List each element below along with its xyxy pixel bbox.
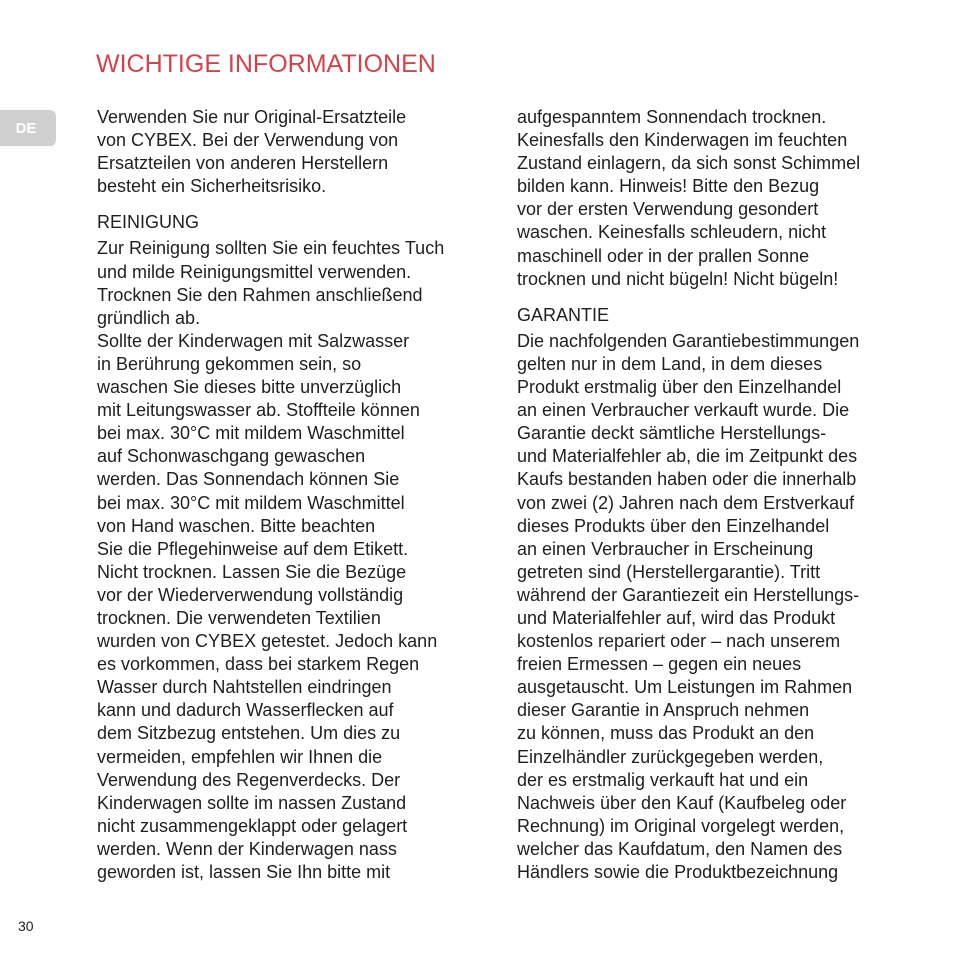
text-line: kostenlos repariert oder – nach unserem xyxy=(517,631,841,652)
text-line: zu können, muss das Produkt an den xyxy=(517,723,815,744)
intro-paragraph xyxy=(97,106,487,198)
text-line: bei max. 30°C mit mildem Waschmittel xyxy=(97,492,405,513)
left-column xyxy=(97,106,487,884)
text-line: Sollte der Kinderwagen mit Salzwasser xyxy=(97,330,410,351)
text-line: und Materialfehler auf, wird das Produkt xyxy=(517,607,836,628)
text-line: und milde Reinigungsmittel verwenden. xyxy=(97,261,412,282)
text-line: von zwei (2) Jahren nach dem Erstverkauf xyxy=(517,492,855,513)
text-line: vor der Wiederverwendung vollständig xyxy=(97,584,404,605)
text-line: gründlich ab. xyxy=(97,307,201,328)
text-line: Zustand einlagern, da sich sonst Schimmel xyxy=(517,153,861,174)
text-line: Verwenden Sie nur Original-Ersatzteile xyxy=(97,107,407,127)
text-line: nicht zusammengeklappt oder gelagert xyxy=(97,815,408,836)
text-line: Kaufs bestanden haben oder die innerhalb xyxy=(517,469,857,490)
text-line: es vorkommen, dass bei starkem Regen xyxy=(97,654,420,675)
text-line: Rechnung) im Original vorgelegt werden, xyxy=(517,815,845,836)
text-line: an einen Verbraucher verkauft wurde. Die xyxy=(517,400,850,421)
language-tab: DE xyxy=(0,110,56,146)
text-line: Trocknen Sie den Rahmen anschließend xyxy=(97,284,423,305)
right-column xyxy=(517,106,907,884)
text-line: mit Leitungswasser ab. Stoffteile können xyxy=(97,400,420,421)
text-line: kann und dadurch Wasserflecken auf xyxy=(97,700,394,721)
text-line: besteht ein Sicherheitsrisiko. xyxy=(97,176,327,197)
text-line: freien Ermessen – gegen ein neues xyxy=(517,654,802,675)
page-number: 30 xyxy=(18,918,34,934)
text-line: Händlers sowie die Produktbezeichnung xyxy=(517,862,839,882)
text-line: welcher das Kaufdatum, den Namen des xyxy=(517,838,843,859)
cleaning-paragraph xyxy=(97,237,487,884)
text-line: während der Garantiezeit ein Herstellungs- xyxy=(517,584,860,605)
text-line: in Berührung gekommen sein, so xyxy=(97,353,362,374)
cleaning-heading: REINIGUNG xyxy=(97,212,200,233)
text-line: dieser Garantie in Anspruch nehmen xyxy=(517,700,810,721)
text-line: bei max. 30°C mit mildem Waschmittel xyxy=(97,423,405,444)
text-line: auf Schonwaschgang gewaschen xyxy=(97,446,366,467)
text-line: von Hand waschen. Bitte beachten xyxy=(97,515,376,536)
text-line: getreten sind (Herstellergarantie). Tritt xyxy=(517,561,821,582)
text-line: Keinesfalls den Kinderwagen im feuchten xyxy=(517,130,848,151)
text-line: von CYBEX. Bei der Verwendung von xyxy=(97,130,399,151)
text-line: gelten nur in dem Land, in dem dieses xyxy=(517,353,823,374)
cleaning-continued-paragraph xyxy=(517,106,907,291)
text-line: Die nachfolgenden Garantiebestimmungen xyxy=(517,330,860,351)
text-line: maschinell oder in der prallen Sonne xyxy=(517,245,810,266)
text-line: Sie die Pflegehinweise auf dem Etikett. xyxy=(97,538,409,559)
text-line: aufgespanntem Sonnendach trocknen. xyxy=(517,107,827,127)
text-line: waschen. Keinesfalls schleudern, nicht xyxy=(517,222,827,243)
warranty-heading: GARANTIE xyxy=(517,304,610,325)
text-line: vor der ersten Verwendung gesondert xyxy=(517,199,819,220)
text-line: Wasser durch Nahtstellen eindringen xyxy=(97,677,392,698)
page-title: WICHTIGE INFORMATIONEN xyxy=(96,50,436,78)
text-line: werden. Wenn der Kinderwagen nass xyxy=(97,838,397,859)
text-line: Einzelhändler zurückgegeben werden, xyxy=(517,746,824,767)
text-line: geworden ist, lassen Sie Ihn bitte mit xyxy=(97,862,391,882)
text-line: Verwendung des Regenverdecks. Der xyxy=(97,769,401,790)
text-line: trocknen und nicht bügeln! Nicht bügeln! xyxy=(517,268,839,289)
text-line: waschen Sie dieses bitte unverzüglich xyxy=(97,377,402,398)
text-line: Produkt erstmalig über den Einzelhandel xyxy=(517,377,842,398)
text-line: Kinderwagen sollte im nassen Zustand xyxy=(97,792,407,813)
text-line: ausgetauscht. Um Leistungen im Rahmen xyxy=(517,677,853,698)
text-line: Nicht trocknen. Lassen Sie die Bezüge xyxy=(97,561,407,582)
text-line: Nachweis über den Kauf (Kaufbeleg oder xyxy=(517,792,847,813)
text-line: dieses Produkts über den Einzelhandel xyxy=(517,515,830,536)
text-line: der es erstmalig verkauft hat und ein xyxy=(517,769,809,790)
text-line: wurden von CYBEX getestet. Jedoch kann xyxy=(97,631,438,652)
text-line: trocknen. Die verwendeten Textilien xyxy=(97,607,381,628)
text-line: werden. Das Sonnendach können Sie xyxy=(97,469,400,490)
text-line: und Materialfehler ab, die im Zeitpunkt des xyxy=(517,446,858,467)
text-line: bilden kann. Hinweis! Bitte den Bezug xyxy=(517,176,820,197)
text-line: dem Sitzbezug entstehen. Um dies zu xyxy=(97,723,401,744)
text-line: vermeiden, empfehlen wir Ihnen die xyxy=(97,746,383,767)
text-line: Zur Reinigung sollten Sie ein feuchtes Tuch xyxy=(97,238,445,259)
warranty-paragraph xyxy=(517,330,907,884)
text-line: Garantie deckt sämtliche Herstellungs- xyxy=(517,423,827,444)
text-line: Ersatzteilen von anderen Herstellern xyxy=(97,153,389,174)
text-line: an einen Verbraucher in Erscheinung xyxy=(517,538,814,559)
